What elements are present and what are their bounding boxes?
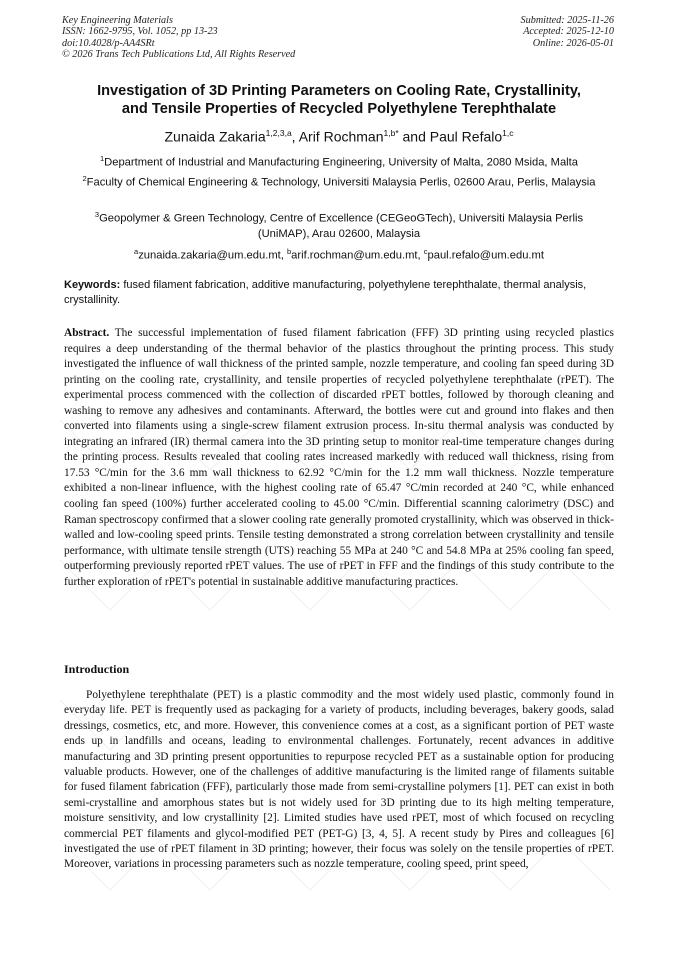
- abstract: [64, 326, 614, 590]
- affiliation-number: 3: [94, 210, 100, 219]
- email-sup: a: [134, 247, 139, 256]
- author-affiliation-sup: 1,2,3,a: [265, 128, 292, 138]
- author-affiliation-sup: 1,b*: [383, 128, 399, 138]
- affiliation-1: [70, 151, 608, 171]
- title-line-1: Investigation of 3D Printing Parameters on Cooling Rate, Crystallinity,: [97, 83, 581, 99]
- affiliation-text: Faculty of Chemical Engineering & Technology, Universiti Malaysia Perlis, 02600 Arau, Perlis, Malaysia: [86, 176, 596, 189]
- affiliation-number: 1: [99, 154, 105, 163]
- journal-info: [62, 15, 295, 61]
- email-link[interactable]: zunaida.zakaria@um.edu.mt: [138, 249, 281, 262]
- doi: doi:10.4028/p-AA4SRt: [62, 37, 155, 49]
- affiliation-3: [78, 207, 600, 242]
- submitted-date: Submitted: 2025-11-26: [520, 15, 614, 26]
- author-name: Arif Rochman: [298, 128, 384, 145]
- paper-title: [40, 82, 638, 118]
- email-list: $^a$zunaida.zakaria@um.edu.mt, $^b$arif.rochman@um.edu.mt, $^c$paul.refalo@um.edu.mt: [134, 247, 544, 262]
- email-link[interactable]: arif.rochman@um.edu.mt: [291, 249, 418, 262]
- online-date: Online: 2026-05-01: [532, 37, 614, 49]
- author-separator: and: [398, 128, 430, 145]
- journal-name: Key Engineering Materials: [62, 15, 173, 26]
- email-sup: c: [423, 247, 428, 256]
- affiliation-text: Geopolymer & Green Technology, Centre of Excellence (CEGeoGTech), Universiti Malaysia Perlis (UniMAP), Arau 02600, Malaysia: [99, 212, 584, 240]
- abstract-label: Abstract.: [64, 327, 110, 339]
- author-affiliation-sup: 1,c: [502, 128, 514, 138]
- keywords-text: fused filament fabrication, additive manufacturing, polyethylene terephthalate, thermal analysis, crystallinity.: [64, 279, 587, 306]
- email-sup: b: [286, 247, 292, 256]
- submission-dates: [521, 15, 614, 49]
- introduction-paragraph: Polyethylene terephthalate (PET) is a plastic commodity and the most widely used plastic, commonly found in everyday life. PET is frequently used as packaging for a variety of products, including beverages, bakery goods, salad dressings, cosmetics, etc, and more. However, this convenience comes at a cost, as a significant portion of PET waste ends up in landfills and oceans, leading to environmental challenges. Fortunately, recent advances in additive manufacturing and 3D printing present opportunities to repurpose recycled PET as a sustainable option for producing valuable products. However, one of the challenges of additive manufacturing is the limited range of filaments suitable for fused filament fabrication (FFF), particularly those made from semi-crystalline polymers [1]. PET can exist in both semi-crystalline and amorphous states but is not widely used for 3D printing due to its high melting temperature, moisture sensitivity, and low crystallinity [2]. Limited studies have used rPET, most of which focused on recycling commercial PET filaments and glycol-modified PET (PET-G) [3, 4, 5]. A recent study by Pires and colleagues [6] investigated the use of rPET filament in 3D printing; however, their focus was solely on the tensile properties of rPET. Moreover, variations in processing parameters such as nozzle temperature, cooling speed, print speed,: [64, 689, 614, 871]
- keywords-label: Keywords:: [64, 279, 121, 291]
- affiliation-number: 2: [82, 174, 87, 183]
- section-heading-introduction: Introduction: [64, 662, 130, 676]
- title-line-2: and Tensile Properties of Recycled Polyethylene Terephthalate: [121, 101, 557, 117]
- copyright: © 2026 Trans Tech Publications Ltd, All Rights Reserved: [62, 49, 296, 61]
- author-separator: ,: [291, 128, 299, 145]
- author-name: Zunaida Zakaria: [164, 128, 266, 145]
- email-link[interactable]: paul.refalo@um.edu.mt: [427, 249, 544, 262]
- issn-volume: ISSN: 1662-9795, Vol. 1052, pp 13-23: [62, 26, 218, 38]
- affiliation-2: [70, 171, 608, 191]
- keywords: [64, 278, 614, 308]
- author-list: [0, 125, 678, 146]
- accepted-date: Accepted: 2025-12-10: [523, 26, 614, 38]
- author-name: Paul Refalo: [429, 128, 503, 145]
- affiliation-text: Department of Industrial and Manufacturing Engineering, University of Malta, 2080 Msida, Malta: [104, 156, 579, 169]
- abstract-text: The successful implementation of fused filament fabrication (FFF) 3D printing using recycled plastics requires a deep understanding of the thermal behavior of the plastics throughout the printing process. This study investigated the influence of wall thickness of the printed sample, nozzle temperature, and cooling fan speed during 3D printing on the cooling rate, crystallinity, and tensile properties of recycled polyethylene terephthalate (rPET). The experimental process commenced with the collection of discarded rPET bottles, followed by thorough cleaning and washing to remove any adhesives and contaminants. Afterward, the bottles were cut and ground into flakes and then converted into filaments using a single-screw filament extrusion process. In-situ thermal analysis was conducted by integrating an infrared (IR) thermal camera into the 3D printing setup to monitor real-time temperature changes during the printing process. Results revealed that cooling rates increased markedly with reduced wall thickness, rising from 17.53 °C/min for the 3.6 mm wall thickness to 62.92 °C/min for the 1.2 mm wall thickness. Nozzle temperature exhibited a non-linear influence, with the highest cooling rate of 65.47 °C/min recorded at 240 °C, while enhanced cooling fan speed (100%) further accelerated cooling to 45.00 °C/min. Differential scanning calorimetry (DSC) and Raman spectroscopy confirmed that a slower cooling rate generally promoted crystallinity, which was observed in thick-walled and low-cooling speed prints. Tensile testing demonstrated a strong correlation between crystallinity and tensile performance, with ultimate tensile strength (UTS) reaching 55 MPa at 240 °C and 54.8 MPa at 25% cooling fan speed, outperforming previously reported rPET values. The use of rPET in FFF and the findings of this study contribute to the further exploration of rPET's potential in sustainable additive manufacturing practices.: [64, 327, 614, 588]
